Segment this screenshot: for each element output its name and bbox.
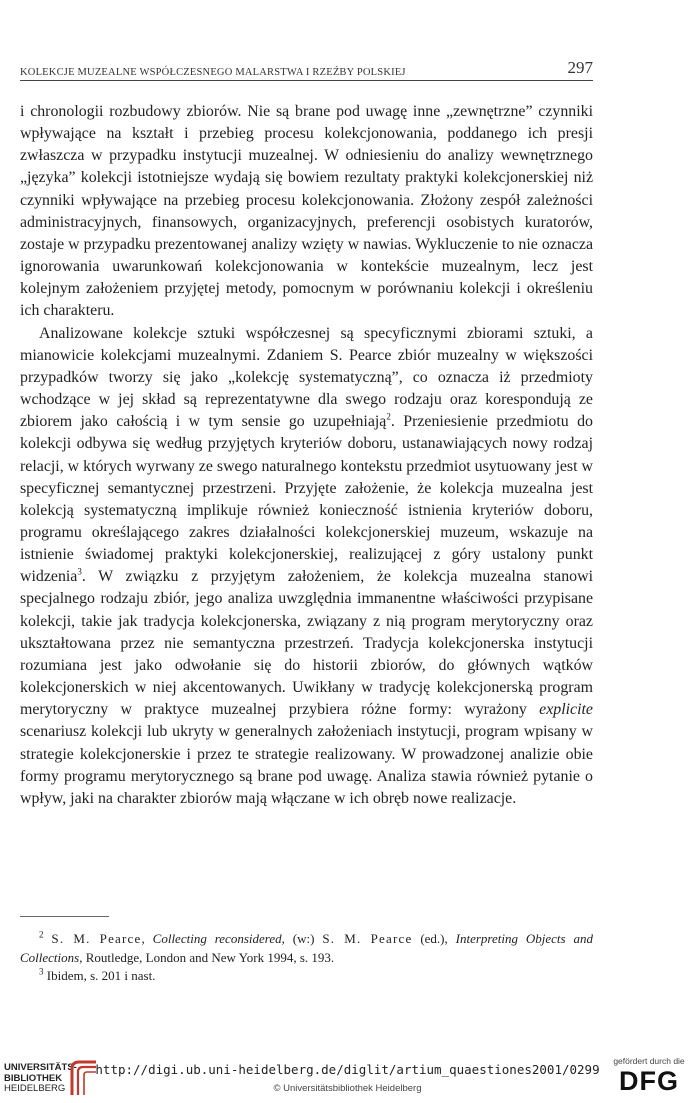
library-name-line-2: BIBLIOTHEK xyxy=(4,1072,63,1084)
running-head-title: KOLEKCJE MUZEALNE WSPÓŁCZESNEGO MALARSTWA I RZEŹBY POLSKIEJ xyxy=(20,67,406,78)
funder-logo[interactable] xyxy=(611,1056,687,1096)
footnote-2-ed: (ed.), xyxy=(412,931,456,946)
footnote-2-sep: , xyxy=(141,931,153,946)
footnote-3 xyxy=(20,967,593,986)
footnote-ref-2[interactable]: 2 xyxy=(386,411,391,422)
footnote-2 xyxy=(20,930,593,967)
running-header xyxy=(20,58,593,81)
copyright-notice: © Universitätsbibliothek Heidelberg xyxy=(273,1083,422,1094)
footnote-divider xyxy=(20,916,109,917)
paragraph-2-part-c: . W związku z przyjętym założeniem, że kolekcja muzealna stanowi specjalnego rodzaju zbiór, jego analiza uwzględnia immanentne właściwości przypisane kolekcji, takie jak tradycja kolekcjonerska, związany z nią program merytoryczny oraz ukształtowana przez nie semantyczna przestrzeń. Tradycja kolekcjonerska instytucji rozumiana jest jako odwołanie się do historii zbiorów, do głównych wątków kolekcjonerskich w niej akcentowanych. Uwikłany w tradycję kolekcjonerską program merytoryczny w praktyce muzealnej przybiera różne formy: wyrażony xyxy=(20,568,593,719)
footnote-2-title: Collecting reconsidered xyxy=(152,931,282,946)
body-text xyxy=(20,101,593,810)
footnotes xyxy=(20,930,593,986)
footnote-3-text: Ibidem, s. 201 i nast. xyxy=(43,968,156,983)
library-name-line-1: UNIVERSITÄTS- xyxy=(4,1062,77,1073)
paragraph-1: i chronologii rozbudowy zbiorów. Nie są brane pod uwagę inne „zewnętrzne” czynniki wpływające na kształt i przebieg procesu kolekcjonowania, poddanego ich presji zwłaszcza w przypadku instytucji muzealnej. W odniesieniu do analizy wewnętrznego „języka” kolekcji istotniejsze wydają się bowiem rezultaty praktyki kolekcjonerskiej niż czynniki wpływające na przebieg procesu kolekcjonowania. Złożony zespół zależności administracyjnych, finansowych, organizacyjnych, preferencji osobistych kuratorów, zostaje w przypadku prezentowanej analizy wzięty w nawias. Wykluczenie to nie oznacza ignorowania uwarunkowań kolekcjonowania w kontekście muzealnym, lecz jest kolejnym założeniem przyjętej metody, pomocnym w porównaniu kolekcji i określeniu ich charakteru. xyxy=(20,103,593,320)
paragraph-2-part-d: scenariusz kolekcji lub ukryty w generalnych założeniach instytucji, program wpisany w strategie kolekcjonerskie i przez te strategie realizowany. W prowadzonej analizie obie formy programu merytorycznego są brane pod uwagę. Analiza stawia również pytanie o wpływ, jaki na charakter zbiorów mają włączane w ich obręb nowe realizacje. xyxy=(20,723,593,807)
funder-caption: gefördert durch die xyxy=(613,1056,685,1066)
footnote-2-book-title: Interpreting Objects and Collections xyxy=(20,931,593,965)
footnote-2-in: , (w:) xyxy=(281,931,323,946)
paragraph-2-italic-term: explicite xyxy=(539,701,593,719)
footnote-ref-3[interactable]: 3 xyxy=(77,566,82,577)
library-name-line-3: HEIDELBERG xyxy=(4,1083,66,1094)
footnote-2-author: S. M. Pearce xyxy=(51,931,142,946)
footnote-2-editor: S. M. Pearce xyxy=(322,931,413,946)
page-number: 297 xyxy=(567,58,593,77)
paragraph-2-part-a: Analizowane kolekcje sztuki współczesnej są specyficznymi zbiorami sztuki, a mianowicie kolekcjami muzealnymi. Zdaniem S. Pearce zbiór muzealny w większości przypadków tworzy się jako „kolekcję systematyczną”, co oznacza iż przedmioty wchodzące w jej skład są reprezentatywne dla swego rodzaju oraz korespondują ze zbiorem jako całością i w tym sensie go uzupełniają xyxy=(20,324,593,431)
permalink-url[interactable]: http://digi.ub.uni-heidelberg.de/diglit/artium_quaestiones2001/0299 xyxy=(95,1062,600,1077)
footnote-2-publisher: , Routledge, London and New York 1994, s. 193. xyxy=(79,949,335,965)
paragraph-2 xyxy=(20,323,593,810)
footnote-2-number: 2 xyxy=(39,929,44,940)
paragraph-2-part-b: . Przeniesienie przedmiotu do kolekcji odbywa się według przyjętych kryteriów doboru, ustanawiających nowy rodzaj relacji, w których wyrwany ze swego naturalnego kontekstu przedmiot usytuowany jest w specyficznej semantycznej przestrzeni. Przyjęte założenie, że kolekcja muzealna jest kolekcją systematyczną implikuje również konieczność istnienia kryteriów doboru, programu określającego zakres działalności kolekcjonerskiej muzeum, wskazuje na istnienie świadomej praktyki kolekcjonerskiej, realizującej z góry ustalony punkt widzenia xyxy=(20,413,593,586)
footnote-3-number: 3 xyxy=(39,966,44,977)
dfg-logo-icon: DFG xyxy=(619,1066,679,1096)
digitization-footer xyxy=(0,1050,695,1103)
